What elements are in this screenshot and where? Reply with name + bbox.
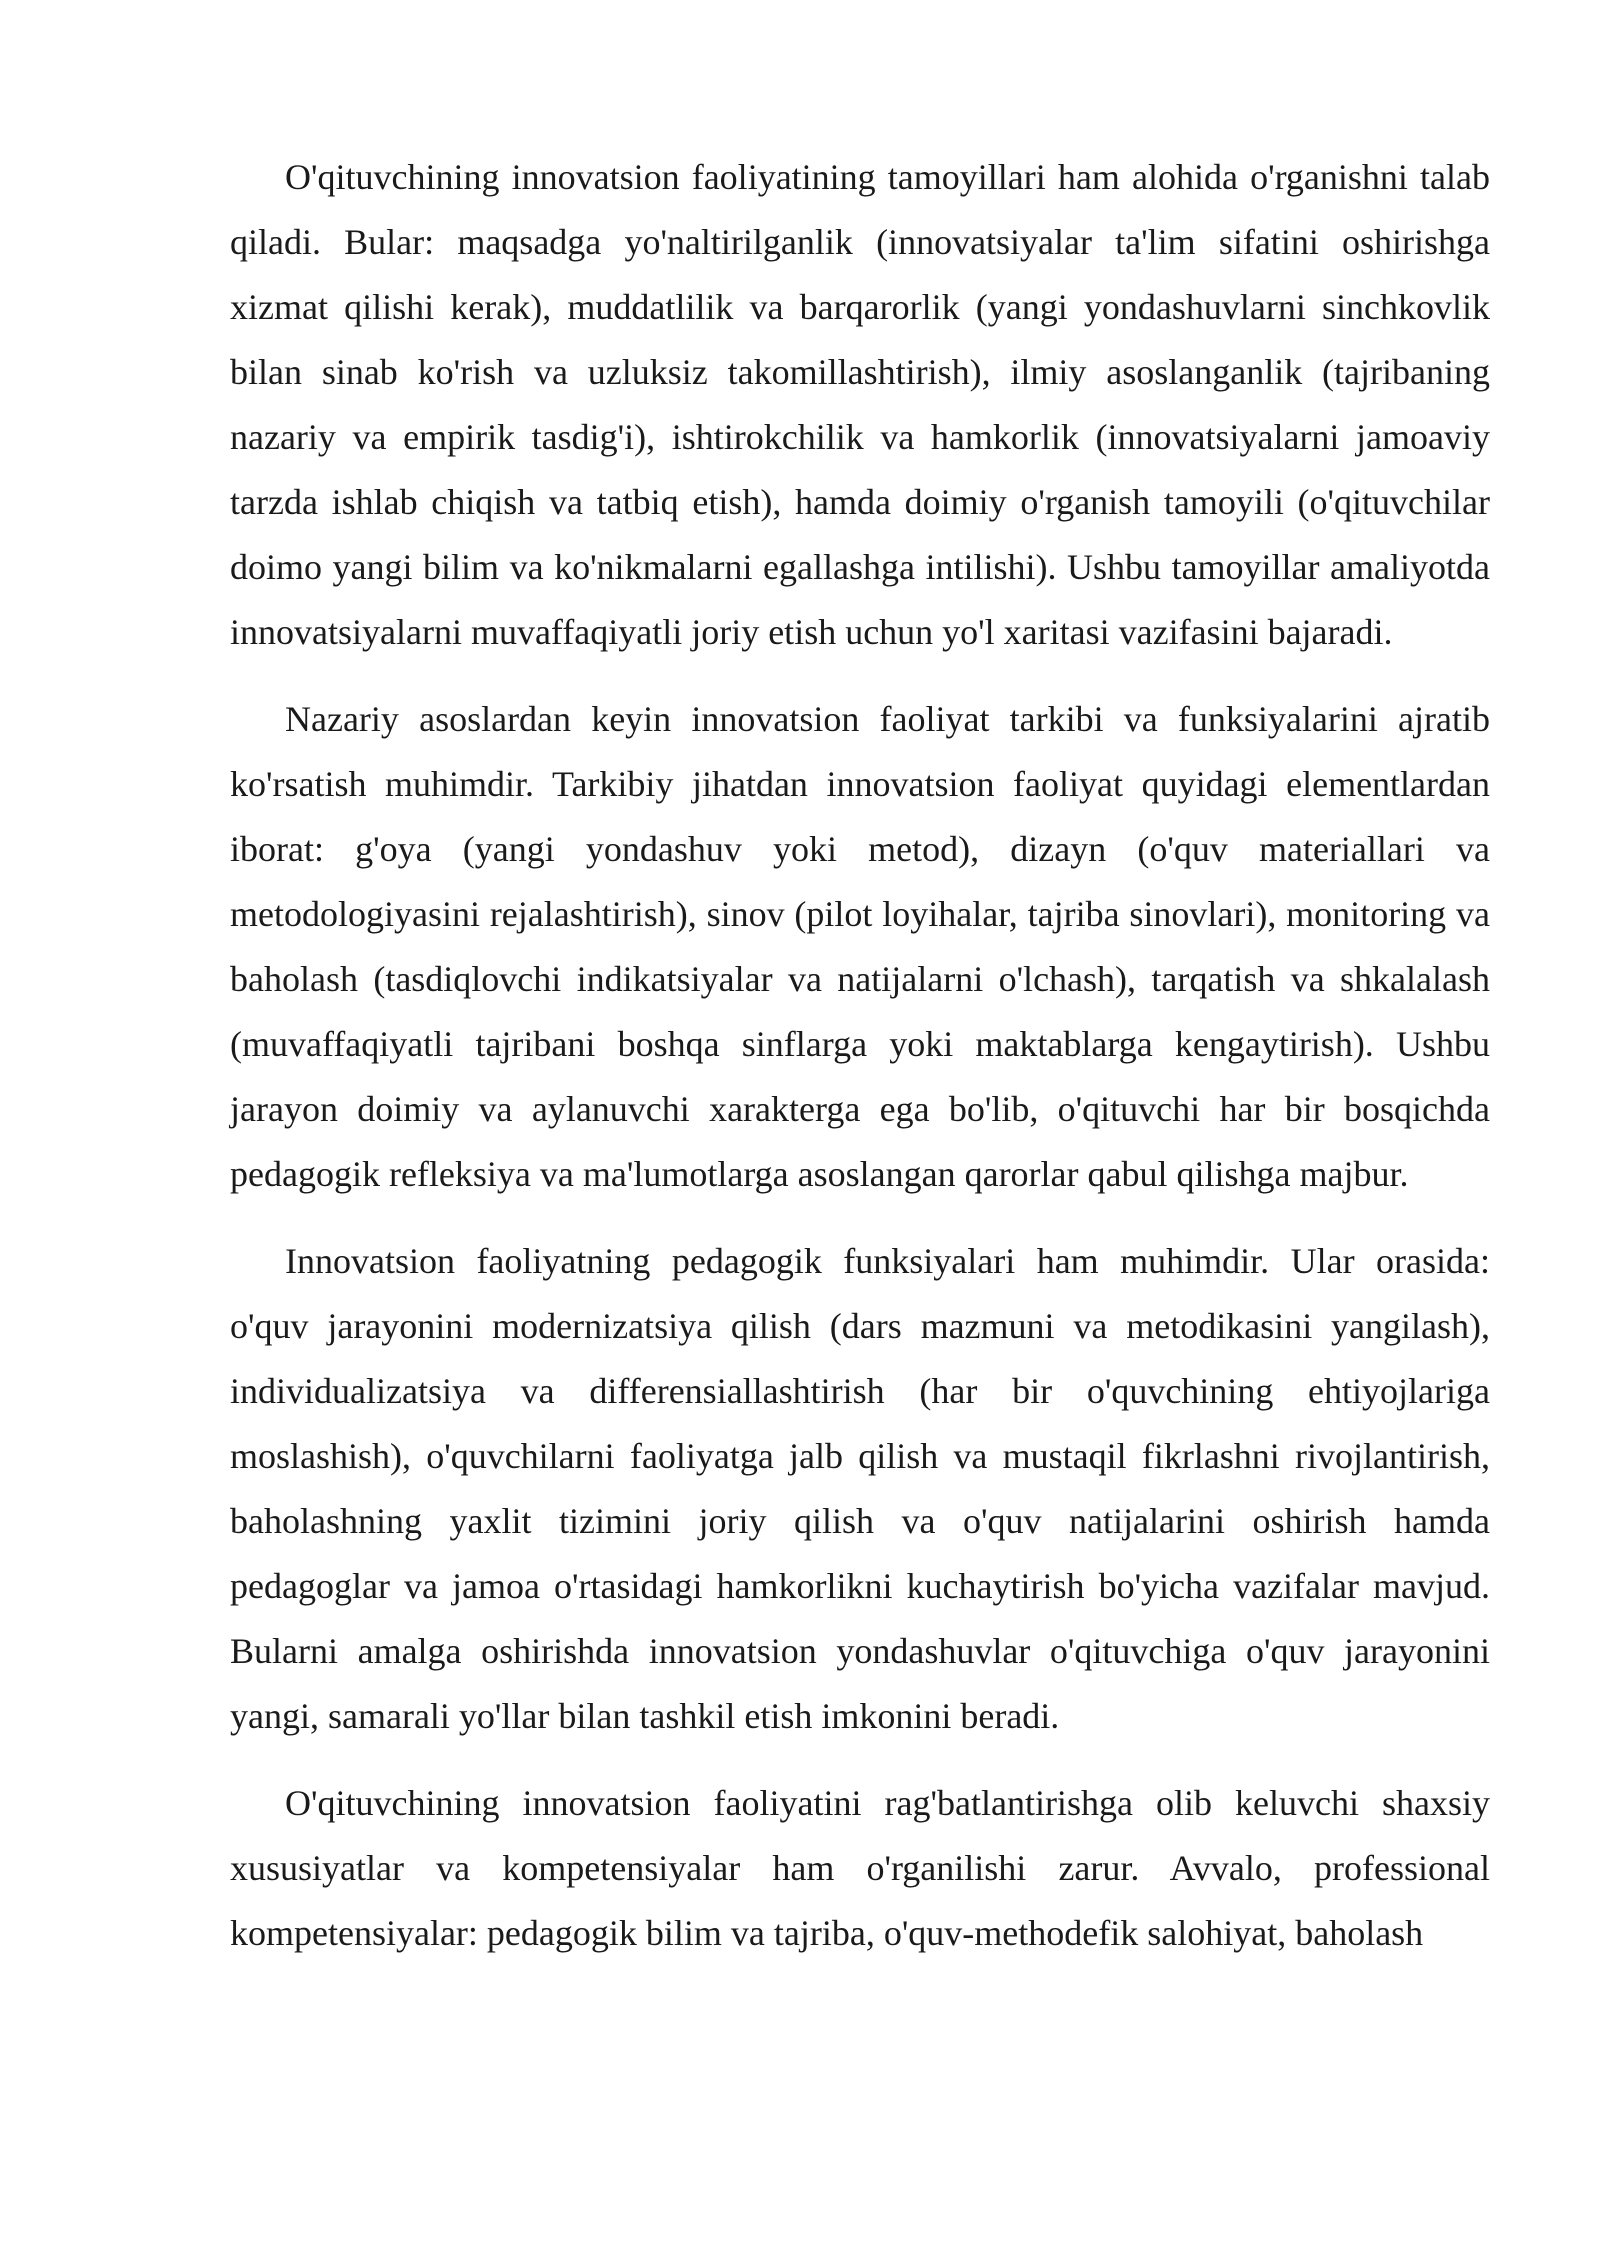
paragraph-principles: O'qituvchining innovatsion faoliyatining tamoyillari ham alohida o'rganishni talab qiladi. Bular: maqsadga yo'naltirilganlik (innovatsiyalar ta'lim sifatini oshirishga xizmat qilishi kerak), muddatlilik va barqarorlik (yangi yondashuvlarni sinchkovlik bilan sinab ko'rish va uzluksiz takomillashtirish), ilmiy asoslanganlik (tajribaning nazariy va empirik tasdig'i), ishtirokchilik va hamkorlik (innovatsiyalarni jamoaviy tarzda ishlab chiqish va tatbiq etish), hamda doimiy o'rganish tamoyili (o'qituvchilar doimo yangi bilim va ko'nikmalarni egallashga intilishi). Ushbu tamoyillar amaliyotda innovatsiyalarni muvaffaqiyatli joriy etish uchun yo'l xaritasi vazifasini bajaradi. <box>230 157 1490 652</box>
document-body <box>230 145 1490 1966</box>
paragraph-competencies: O'qituvchining innovatsion faoliyatini rag'batlantirishga olib keluvchi shaxsiy xususiyatlar va kompetensiyalar ham o'rganilishi zarur. Avvalo, professional kompetensiyalar: pedagogik bilim va tajriba, o'quv-methodefik salohiyat, baholash <box>230 1783 1490 1953</box>
paragraph-structure: Nazariy asoslardan keyin innovatsion faoliyat tarkibi va funksiyalarini ajratib ko'rsatish muhimdir. Tarkibiy jihatdan innovatsion faoliyat quyidagi elementlardan iborat: g'oya (yangi yondashuv yoki metod), dizayn (o'quv materiallari va metodologiyasini rejalashtirish), sinov (pilot loyihalar, tajriba sinovlari), monitoring va baholash (tasdiqlovchi indikatsiyalar va natijalarni o'lchash), tarqatish va shkalalash (muvaffaqiyatli tajribani boshqa sinflarga yoki maktablarga kengaytirish). Ushbu jarayon doimiy va aylanuvchi xarakterga ega bo'lib, o'qituvchi har bir bosqichda pedagogik refleksiya va ma'lumotlarga asoslangan qarorlar qabul qilishga majbur. <box>230 699 1490 1194</box>
paragraph-functions: Innovatsion faoliyatning pedagogik funksiyalari ham muhimdir. Ular orasida: o'quv jarayonini modernizatsiya qilish (dars mazmuni va metodikasini yangilash), individualizatsiya va differensiallashtirish (har bir o'quvchining ehtiyojlariga moslashish), o'quvchilarni faoliyatga jalb qilish va mustaqil fikrlashni rivojlantirish, baholashning yaxlit tizimini joriy qilish va o'quv natijalarini oshirish hamda pedagoglar va jamoa o'rtasidagi hamkorlikni kuchaytirish bo'yicha vazifalar mavjud. Bularni amalga oshirishda innovatsion yondashuvlar o'qituvchiga o'quv jarayonini yangi, samarali yo'llar bilan tashkil etish imkonini beradi. <box>230 1241 1490 1736</box>
